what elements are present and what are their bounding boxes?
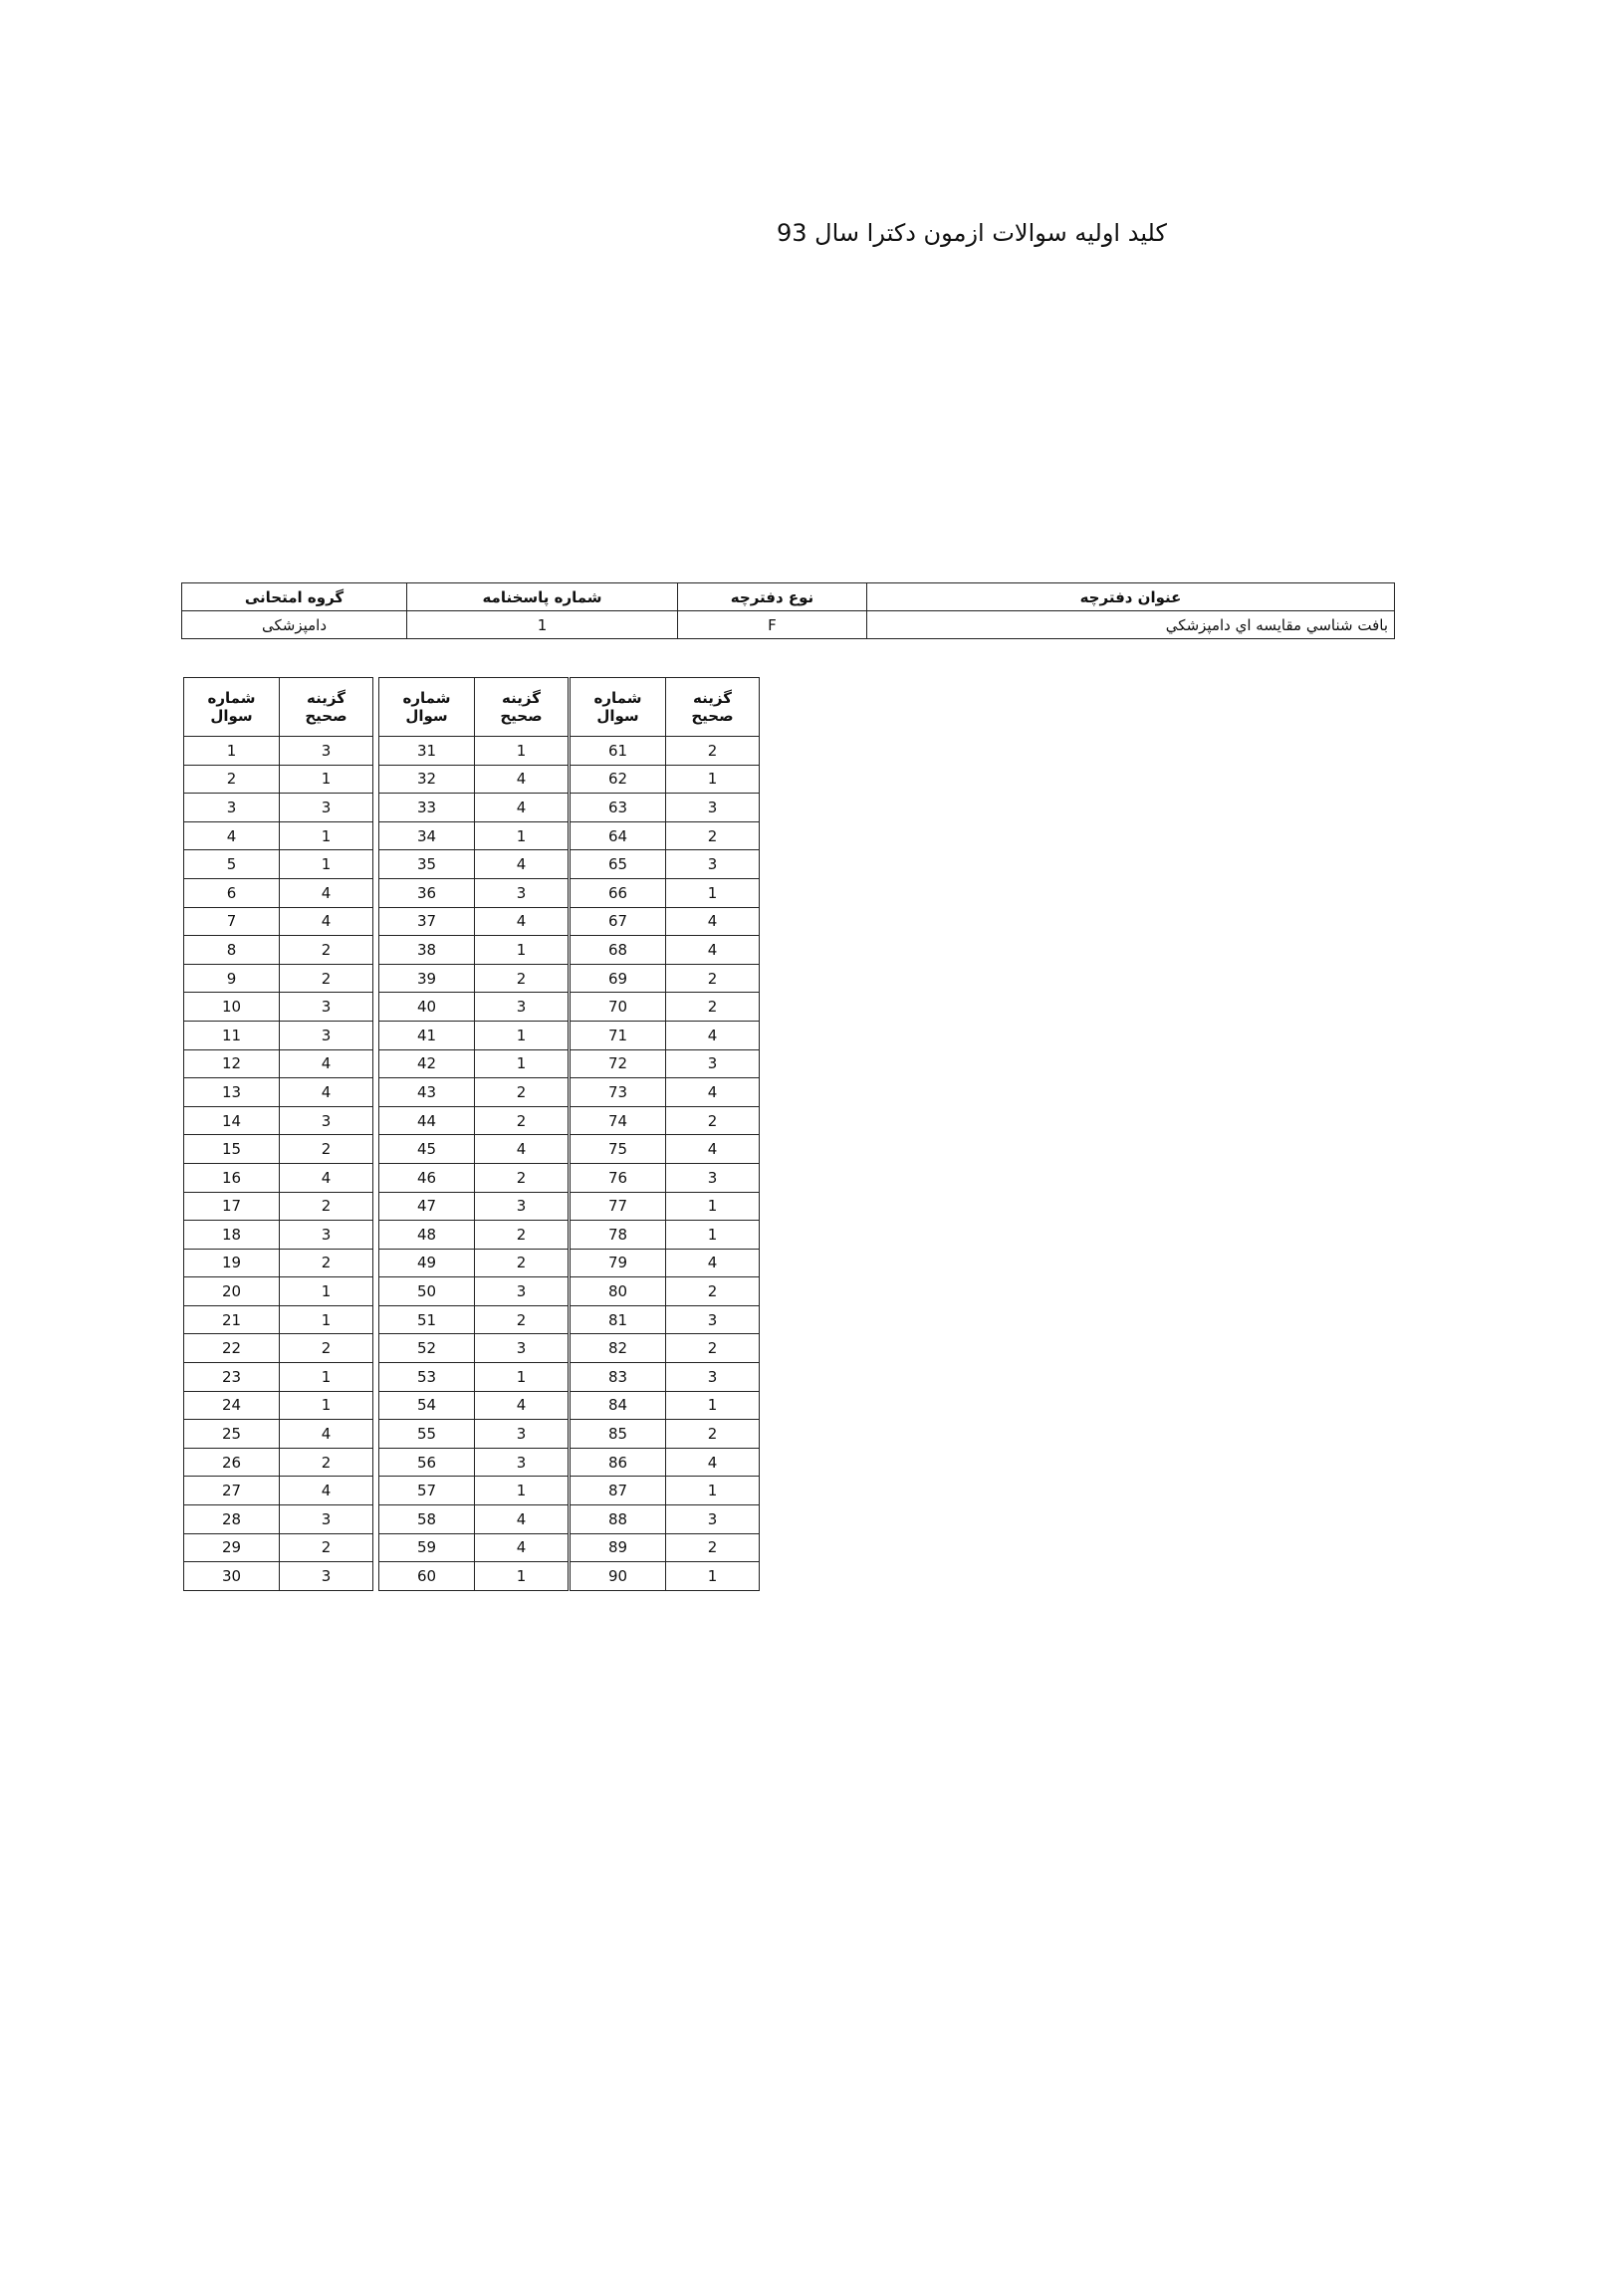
question-number: 87 bbox=[571, 1477, 666, 1505]
table-row bbox=[379, 1505, 569, 1534]
answer-key-header-row bbox=[571, 678, 760, 737]
table-row bbox=[379, 964, 569, 993]
question-number: 28 bbox=[184, 1505, 280, 1534]
question-number: 54 bbox=[379, 1391, 475, 1420]
correct-option: 3 bbox=[666, 1049, 760, 1078]
table-row bbox=[379, 794, 569, 822]
table-row bbox=[379, 765, 569, 794]
correct-option: 4 bbox=[666, 1135, 760, 1164]
question-number: 11 bbox=[184, 1021, 280, 1049]
correct-option: 1 bbox=[666, 1221, 760, 1250]
correct-option: 1 bbox=[280, 1391, 373, 1420]
correct-option: 3 bbox=[475, 1192, 569, 1221]
correct-option: 1 bbox=[280, 765, 373, 794]
correct-option: 1 bbox=[475, 1477, 569, 1505]
question-number-header: شماره سوال bbox=[571, 678, 666, 737]
correct-option: 2 bbox=[280, 1334, 373, 1363]
answer-sheet-number-value: 1 bbox=[407, 611, 678, 639]
question-number: 50 bbox=[379, 1277, 475, 1306]
question-number: 29 bbox=[184, 1533, 280, 1562]
question-number: 30 bbox=[184, 1562, 280, 1591]
question-number: 45 bbox=[379, 1135, 475, 1164]
correct-option: 1 bbox=[475, 1363, 569, 1392]
question-number: 7 bbox=[184, 907, 280, 936]
correct-option: 2 bbox=[280, 1192, 373, 1221]
table-row bbox=[571, 737, 760, 766]
correct-option: 1 bbox=[666, 1477, 760, 1505]
question-number: 36 bbox=[379, 878, 475, 907]
table-row bbox=[184, 850, 373, 879]
table-row bbox=[571, 1305, 760, 1334]
question-number: 31 bbox=[379, 737, 475, 766]
correct-option-header: گزینه صحیح bbox=[666, 678, 760, 737]
table-row bbox=[184, 964, 373, 993]
correct-option: 2 bbox=[666, 964, 760, 993]
correct-option: 1 bbox=[666, 1562, 760, 1591]
table-row bbox=[571, 1135, 760, 1164]
correct-option: 4 bbox=[280, 1078, 373, 1107]
correct-option: 2 bbox=[280, 1135, 373, 1164]
table-row bbox=[184, 1078, 373, 1107]
table-row bbox=[184, 993, 373, 1022]
question-number: 90 bbox=[571, 1562, 666, 1591]
table-row bbox=[379, 1163, 569, 1192]
question-number-header: شماره سوال bbox=[184, 678, 280, 737]
question-number: 78 bbox=[571, 1221, 666, 1250]
table-row bbox=[184, 1049, 373, 1078]
table-row bbox=[571, 1363, 760, 1392]
exam-group-value: دامپزشکی bbox=[182, 611, 407, 639]
answer-sheet-number-header: شماره پاسخنامه bbox=[407, 583, 678, 611]
question-number: 58 bbox=[379, 1505, 475, 1534]
table-row bbox=[379, 936, 569, 965]
question-number: 19 bbox=[184, 1249, 280, 1277]
question-number: 85 bbox=[571, 1420, 666, 1449]
correct-option: 2 bbox=[280, 964, 373, 993]
correct-option: 3 bbox=[666, 1505, 760, 1534]
table-row bbox=[571, 765, 760, 794]
question-number: 16 bbox=[184, 1163, 280, 1192]
table-row bbox=[571, 821, 760, 850]
answer-key-header-row bbox=[184, 678, 373, 737]
table-row bbox=[571, 1106, 760, 1135]
question-number: 12 bbox=[184, 1049, 280, 1078]
correct-option: 1 bbox=[280, 1305, 373, 1334]
table-row bbox=[571, 907, 760, 936]
correct-option: 3 bbox=[280, 1562, 373, 1591]
correct-option: 2 bbox=[666, 1106, 760, 1135]
question-number: 76 bbox=[571, 1163, 666, 1192]
table-row bbox=[184, 1277, 373, 1306]
question-number-header: شماره سوال bbox=[379, 678, 475, 737]
correct-option: 1 bbox=[475, 737, 569, 766]
correct-option: 2 bbox=[666, 737, 760, 766]
correct-option: 4 bbox=[666, 1078, 760, 1107]
question-number: 62 bbox=[571, 765, 666, 794]
question-number: 4 bbox=[184, 821, 280, 850]
question-number: 56 bbox=[379, 1448, 475, 1477]
table-row bbox=[379, 1420, 569, 1449]
table-row bbox=[184, 765, 373, 794]
correct-option: 2 bbox=[666, 821, 760, 850]
correct-option: 3 bbox=[666, 794, 760, 822]
correct-option: 1 bbox=[666, 1192, 760, 1221]
question-number: 88 bbox=[571, 1505, 666, 1534]
table-row bbox=[379, 1391, 569, 1420]
table-row bbox=[379, 1477, 569, 1505]
correct-option: 1 bbox=[475, 1021, 569, 1049]
correct-option: 4 bbox=[280, 907, 373, 936]
correct-option: 3 bbox=[475, 1448, 569, 1477]
table-row bbox=[379, 1277, 569, 1306]
correct-option: 1 bbox=[666, 765, 760, 794]
correct-option: 4 bbox=[666, 1021, 760, 1049]
correct-option: 1 bbox=[280, 1277, 373, 1306]
table-row bbox=[571, 1021, 760, 1049]
question-number: 25 bbox=[184, 1420, 280, 1449]
correct-option: 3 bbox=[280, 1505, 373, 1534]
question-number: 1 bbox=[184, 737, 280, 766]
booklet-title-value: بافت شناسي مقايسه اي دامپزشكي bbox=[867, 611, 1395, 639]
correct-option: 4 bbox=[475, 907, 569, 936]
table-row bbox=[184, 1021, 373, 1049]
table-row bbox=[184, 1533, 373, 1562]
question-number: 52 bbox=[379, 1334, 475, 1363]
question-number: 2 bbox=[184, 765, 280, 794]
correct-option: 3 bbox=[475, 878, 569, 907]
table-row bbox=[571, 1249, 760, 1277]
question-number: 75 bbox=[571, 1135, 666, 1164]
question-number: 69 bbox=[571, 964, 666, 993]
question-number: 26 bbox=[184, 1448, 280, 1477]
question-number: 32 bbox=[379, 765, 475, 794]
correct-option: 4 bbox=[475, 1533, 569, 1562]
correct-option: 3 bbox=[666, 850, 760, 879]
question-number: 89 bbox=[571, 1533, 666, 1562]
table-row bbox=[184, 1505, 373, 1534]
table-row bbox=[379, 737, 569, 766]
correct-option: 1 bbox=[280, 1363, 373, 1392]
question-number: 49 bbox=[379, 1249, 475, 1277]
question-number: 20 bbox=[184, 1277, 280, 1306]
question-number: 59 bbox=[379, 1533, 475, 1562]
table-row bbox=[571, 1163, 760, 1192]
correct-option: 2 bbox=[475, 1163, 569, 1192]
correct-option: 4 bbox=[475, 1135, 569, 1164]
correct-option: 3 bbox=[280, 1221, 373, 1250]
question-number: 27 bbox=[184, 1477, 280, 1505]
correct-option: 3 bbox=[666, 1305, 760, 1334]
table-row bbox=[184, 1249, 373, 1277]
correct-option: 2 bbox=[666, 1420, 760, 1449]
question-number: 65 bbox=[571, 850, 666, 879]
table-row bbox=[571, 878, 760, 907]
question-number: 33 bbox=[379, 794, 475, 822]
correct-option: 2 bbox=[475, 964, 569, 993]
correct-option: 2 bbox=[280, 936, 373, 965]
correct-option: 1 bbox=[475, 936, 569, 965]
question-number: 14 bbox=[184, 1106, 280, 1135]
question-number: 73 bbox=[571, 1078, 666, 1107]
question-number: 6 bbox=[184, 878, 280, 907]
correct-option: 3 bbox=[280, 1021, 373, 1049]
table-row bbox=[571, 1078, 760, 1107]
question-number: 79 bbox=[571, 1249, 666, 1277]
correct-option: 3 bbox=[475, 1277, 569, 1306]
correct-option: 4 bbox=[666, 907, 760, 936]
question-number: 21 bbox=[184, 1305, 280, 1334]
table-row bbox=[571, 993, 760, 1022]
question-number: 84 bbox=[571, 1391, 666, 1420]
correct-option: 3 bbox=[666, 1363, 760, 1392]
question-number: 53 bbox=[379, 1363, 475, 1392]
question-number: 37 bbox=[379, 907, 475, 936]
table-row bbox=[184, 1305, 373, 1334]
exam-group-header: گروه امتحانی bbox=[182, 583, 407, 611]
correct-option: 3 bbox=[280, 1106, 373, 1135]
info-header-row bbox=[182, 583, 1395, 611]
correct-option: 4 bbox=[475, 765, 569, 794]
table-row bbox=[379, 1135, 569, 1164]
table-row bbox=[184, 1363, 373, 1392]
booklet-title-header: عنوان دفترچه bbox=[867, 583, 1395, 611]
table-row bbox=[379, 1448, 569, 1477]
question-number: 86 bbox=[571, 1448, 666, 1477]
question-number: 63 bbox=[571, 794, 666, 822]
question-number: 57 bbox=[379, 1477, 475, 1505]
correct-option: 2 bbox=[666, 993, 760, 1022]
question-number: 35 bbox=[379, 850, 475, 879]
correct-option: 1 bbox=[475, 1049, 569, 1078]
answer-key-table bbox=[183, 677, 373, 1591]
table-row bbox=[184, 1106, 373, 1135]
correct-option: 4 bbox=[666, 936, 760, 965]
page-title: کلید اولیه سوالات ازمون دکترا سال 93 bbox=[777, 219, 1167, 247]
correct-option: 3 bbox=[475, 993, 569, 1022]
table-row bbox=[571, 794, 760, 822]
correct-option: 4 bbox=[280, 1049, 373, 1078]
question-number: 60 bbox=[379, 1562, 475, 1591]
question-number: 43 bbox=[379, 1078, 475, 1107]
question-number: 44 bbox=[379, 1106, 475, 1135]
correct-option: 4 bbox=[666, 1249, 760, 1277]
table-row bbox=[379, 1192, 569, 1221]
table-row bbox=[571, 964, 760, 993]
correct-option: 4 bbox=[475, 850, 569, 879]
question-number: 80 bbox=[571, 1277, 666, 1306]
question-number: 61 bbox=[571, 737, 666, 766]
question-number: 70 bbox=[571, 993, 666, 1022]
table-row bbox=[571, 1221, 760, 1250]
question-number: 66 bbox=[571, 878, 666, 907]
correct-option: 1 bbox=[475, 821, 569, 850]
question-number: 15 bbox=[184, 1135, 280, 1164]
table-row bbox=[184, 1135, 373, 1164]
table-row bbox=[571, 1505, 760, 1534]
table-row bbox=[184, 1477, 373, 1505]
question-number: 40 bbox=[379, 993, 475, 1022]
question-number: 41 bbox=[379, 1021, 475, 1049]
table-row bbox=[571, 850, 760, 879]
table-row bbox=[184, 1448, 373, 1477]
question-number: 23 bbox=[184, 1363, 280, 1392]
question-number: 64 bbox=[571, 821, 666, 850]
question-number: 9 bbox=[184, 964, 280, 993]
table-row bbox=[571, 1334, 760, 1363]
table-row bbox=[379, 1249, 569, 1277]
question-number: 82 bbox=[571, 1334, 666, 1363]
correct-option: 1 bbox=[666, 878, 760, 907]
answer-key-table bbox=[378, 677, 569, 1591]
correct-option: 3 bbox=[280, 737, 373, 766]
correct-option: 2 bbox=[475, 1221, 569, 1250]
table-row bbox=[379, 878, 569, 907]
question-number: 72 bbox=[571, 1049, 666, 1078]
correct-option: 2 bbox=[475, 1249, 569, 1277]
info-value-row bbox=[182, 611, 1395, 639]
table-row bbox=[571, 1533, 760, 1562]
table-row bbox=[184, 936, 373, 965]
question-number: 38 bbox=[379, 936, 475, 965]
booklet-type-value: F bbox=[678, 611, 867, 639]
table-row bbox=[184, 1192, 373, 1221]
question-number: 51 bbox=[379, 1305, 475, 1334]
booklet-type-header: نوع دفترچه bbox=[678, 583, 867, 611]
question-number: 67 bbox=[571, 907, 666, 936]
table-row bbox=[184, 1420, 373, 1449]
correct-option: 2 bbox=[475, 1106, 569, 1135]
correct-option-header: گزینه صحیح bbox=[280, 678, 373, 737]
question-number: 71 bbox=[571, 1021, 666, 1049]
correct-option: 4 bbox=[280, 878, 373, 907]
correct-option: 4 bbox=[475, 1391, 569, 1420]
table-row bbox=[379, 1533, 569, 1562]
table-row bbox=[379, 993, 569, 1022]
correct-option: 3 bbox=[280, 993, 373, 1022]
correct-option: 2 bbox=[280, 1533, 373, 1562]
table-row bbox=[379, 1305, 569, 1334]
correct-option-header: گزینه صحیح bbox=[475, 678, 569, 737]
correct-option: 1 bbox=[475, 1562, 569, 1591]
table-row bbox=[184, 821, 373, 850]
correct-option: 2 bbox=[666, 1533, 760, 1562]
table-row bbox=[184, 907, 373, 936]
question-number: 18 bbox=[184, 1221, 280, 1250]
correct-option: 3 bbox=[280, 794, 373, 822]
question-number: 83 bbox=[571, 1363, 666, 1392]
question-number: 10 bbox=[184, 993, 280, 1022]
correct-option: 1 bbox=[280, 850, 373, 879]
question-number: 47 bbox=[379, 1192, 475, 1221]
table-row bbox=[379, 1562, 569, 1591]
correct-option: 4 bbox=[280, 1163, 373, 1192]
correct-option: 1 bbox=[280, 821, 373, 850]
question-number: 22 bbox=[184, 1334, 280, 1363]
table-row bbox=[379, 1049, 569, 1078]
question-number: 42 bbox=[379, 1049, 475, 1078]
question-number: 68 bbox=[571, 936, 666, 965]
question-number: 3 bbox=[184, 794, 280, 822]
question-number: 48 bbox=[379, 1221, 475, 1250]
question-number: 13 bbox=[184, 1078, 280, 1107]
correct-option: 2 bbox=[475, 1305, 569, 1334]
answer-key-table bbox=[570, 677, 760, 1591]
table-row bbox=[379, 1334, 569, 1363]
table-row bbox=[379, 821, 569, 850]
question-number: 24 bbox=[184, 1391, 280, 1420]
table-row bbox=[379, 850, 569, 879]
correct-option: 4 bbox=[475, 794, 569, 822]
correct-option: 2 bbox=[666, 1277, 760, 1306]
table-row bbox=[571, 1277, 760, 1306]
table-row bbox=[571, 1391, 760, 1420]
question-number: 77 bbox=[571, 1192, 666, 1221]
question-number: 74 bbox=[571, 1106, 666, 1135]
table-row bbox=[184, 1334, 373, 1363]
question-number: 46 bbox=[379, 1163, 475, 1192]
table-row bbox=[184, 737, 373, 766]
table-row bbox=[379, 1106, 569, 1135]
table-row bbox=[379, 1021, 569, 1049]
correct-option: 4 bbox=[280, 1420, 373, 1449]
table-row bbox=[379, 1363, 569, 1392]
correct-option: 4 bbox=[475, 1505, 569, 1534]
table-row bbox=[184, 1163, 373, 1192]
question-number: 55 bbox=[379, 1420, 475, 1449]
table-row bbox=[379, 1221, 569, 1250]
correct-option: 1 bbox=[666, 1391, 760, 1420]
table-row bbox=[184, 794, 373, 822]
table-row bbox=[571, 1562, 760, 1591]
table-row bbox=[184, 1221, 373, 1250]
correct-option: 2 bbox=[475, 1078, 569, 1107]
table-row bbox=[571, 1420, 760, 1449]
correct-option: 3 bbox=[475, 1420, 569, 1449]
correct-option: 2 bbox=[666, 1334, 760, 1363]
table-row bbox=[184, 1562, 373, 1591]
table-row bbox=[379, 907, 569, 936]
table-row bbox=[184, 1391, 373, 1420]
correct-option: 3 bbox=[475, 1334, 569, 1363]
question-number: 81 bbox=[571, 1305, 666, 1334]
table-row bbox=[571, 1192, 760, 1221]
question-number: 5 bbox=[184, 850, 280, 879]
question-number: 34 bbox=[379, 821, 475, 850]
correct-option: 3 bbox=[666, 1163, 760, 1192]
question-number: 8 bbox=[184, 936, 280, 965]
correct-option: 4 bbox=[666, 1448, 760, 1477]
table-row bbox=[379, 1078, 569, 1107]
correct-option: 4 bbox=[280, 1477, 373, 1505]
question-number: 17 bbox=[184, 1192, 280, 1221]
correct-option: 2 bbox=[280, 1249, 373, 1277]
table-row bbox=[571, 1477, 760, 1505]
question-number: 39 bbox=[379, 964, 475, 993]
booklet-info-table bbox=[181, 582, 1395, 639]
table-row bbox=[571, 1049, 760, 1078]
correct-option: 2 bbox=[280, 1448, 373, 1477]
table-row bbox=[571, 1448, 760, 1477]
answer-key-header-row bbox=[379, 678, 569, 737]
table-row bbox=[571, 936, 760, 965]
table-row bbox=[184, 878, 373, 907]
